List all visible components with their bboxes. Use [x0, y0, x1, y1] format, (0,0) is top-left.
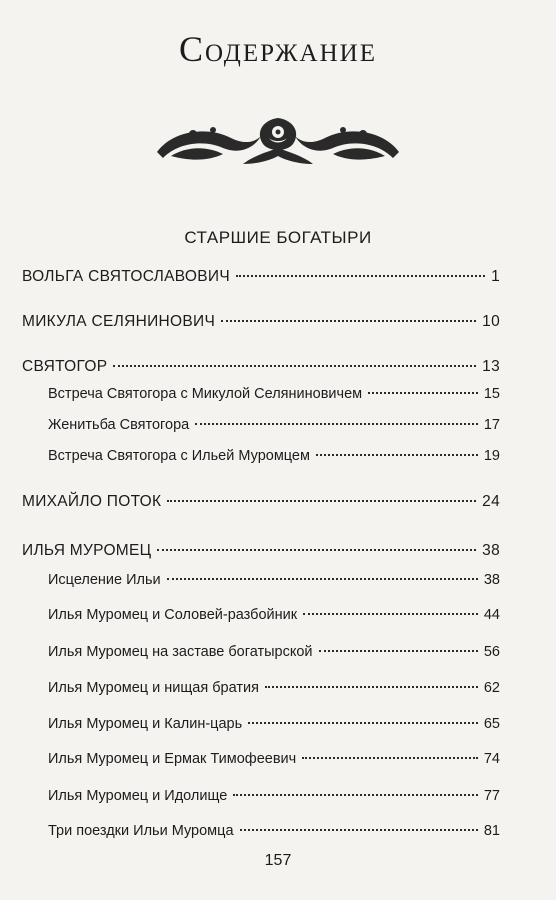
- toc-entry-label: Илья Муромец и Калин-царь: [48, 716, 243, 732]
- toc-entry-label: Илья Муромец и нищая братия: [48, 680, 259, 696]
- toc-subentry[interactable]: [48, 641, 500, 663]
- toc-entry[interactable]: [22, 311, 500, 333]
- dot-leader: [236, 275, 485, 277]
- toc-subentry[interactable]: [48, 677, 500, 699]
- toc-entry[interactable]: [22, 356, 500, 378]
- toc-subentry[interactable]: [48, 569, 500, 591]
- toc-entry-label: Илья Муромец и Ермак Тимофеевич: [48, 751, 297, 767]
- dot-leader: [302, 757, 478, 759]
- dot-leader: [248, 722, 478, 724]
- toc-entry-label: ИЛЬЯ МУРОМЕЦ: [22, 542, 152, 559]
- dot-leader: [195, 423, 478, 425]
- dot-leader: [265, 686, 478, 688]
- toc-entry-label: Женитьба Святогора: [48, 417, 190, 433]
- toc-entry-page: 81: [483, 823, 500, 839]
- toc-entry-label: Илья Муромец и Идолище: [48, 788, 228, 804]
- section-heading: СТАРШИЕ БОГАТЫРИ: [184, 228, 372, 247]
- toc-entry-label: Илья Муромец и Соловей-разбойник: [48, 607, 298, 623]
- toc-entry-label: Исцеление Ильи: [48, 572, 161, 588]
- toc-entry-page: 15: [483, 386, 500, 402]
- dot-leader: [167, 578, 478, 580]
- toc-entry-page: 17: [483, 417, 500, 433]
- toc-entry-label: МИКУЛА СЕЛЯНИНОВИЧ: [22, 313, 216, 330]
- toc-entry-label: Три поездки Ильи Муромца: [48, 823, 234, 839]
- toc-entry-page: 65: [483, 716, 500, 732]
- toc-entry-page: 38: [483, 572, 500, 588]
- dot-leader: [319, 650, 478, 652]
- toc-subentry[interactable]: [48, 748, 500, 770]
- toc-subentry[interactable]: [48, 820, 500, 842]
- page-number: 157: [264, 852, 292, 869]
- toc-subentry[interactable]: [48, 445, 500, 467]
- dot-leader: [316, 454, 478, 456]
- toc-entry-label: СВЯТОГОР: [22, 358, 108, 375]
- toc-entry-page: 44: [483, 607, 500, 623]
- toc-subentry[interactable]: [48, 383, 500, 405]
- dot-leader: [221, 320, 476, 322]
- toc-entry-page: 10: [482, 313, 500, 330]
- toc-entry-page: 19: [483, 448, 500, 464]
- toc-subentry[interactable]: [48, 604, 500, 626]
- toc-entry[interactable]: [22, 540, 500, 562]
- toc-entry-page: 56: [483, 644, 500, 660]
- dot-leader: [167, 500, 476, 502]
- toc-entry-label: ВОЛЬГА СВЯТОСЛАВОВИЧ: [22, 268, 230, 285]
- toc-entry[interactable]: [22, 491, 500, 513]
- toc-subentry[interactable]: [48, 414, 500, 436]
- toc-entry-page: 24: [482, 493, 500, 510]
- toc-subentry[interactable]: [48, 713, 500, 735]
- toc-entry[interactable]: [22, 266, 500, 288]
- dot-leader: [233, 794, 478, 796]
- dot-leader: [368, 392, 478, 394]
- toc-entry-label: МИХАЙЛО ПОТОК: [22, 493, 162, 510]
- toc-entry-page: 1: [491, 268, 500, 285]
- dot-leader: [303, 613, 478, 615]
- toc-entry-page: 62: [483, 680, 500, 696]
- toc-entry-page: 38: [482, 542, 500, 559]
- toc-entry-label: Встреча Святогора с Ильей Муромцем: [48, 448, 310, 464]
- dot-leader: [240, 829, 478, 831]
- toc-entry-page: 77: [483, 788, 500, 804]
- toc-entry-label: Илья Муромец на заставе богатырской: [48, 644, 313, 660]
- toc-entry-page: 13: [482, 358, 500, 375]
- toc-subentry[interactable]: [48, 785, 500, 807]
- toc-entry-label: Встреча Святогора с Микулой Селяниновичем: [48, 386, 363, 402]
- floral-ornament-icon: [153, 112, 403, 168]
- dot-leader: [157, 549, 476, 551]
- page-title: Содержание: [178, 29, 377, 69]
- toc-entry-page: 74: [483, 751, 500, 767]
- dot-leader: [113, 365, 476, 367]
